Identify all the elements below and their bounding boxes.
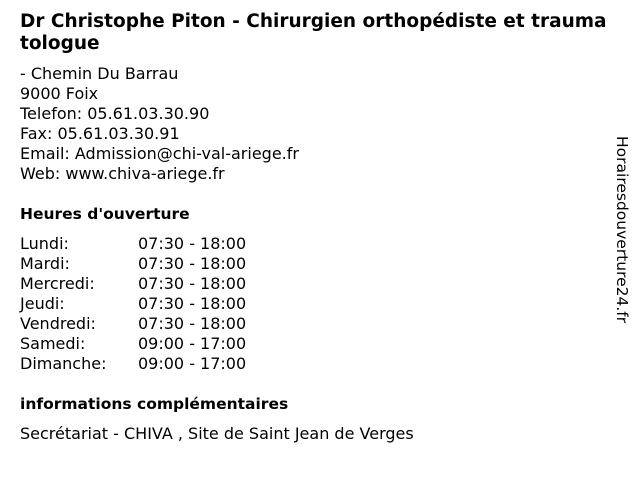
email-line: Email: Admission@chi-val-ariege.fr — [20, 144, 299, 163]
additional-info-heading: informations complémentaires — [20, 395, 289, 413]
additional-info-text: Secrétariat - CHIVA , Site de Saint Jean de Verges — [20, 424, 414, 443]
hours-time: 07:30 - 18:00 — [138, 274, 247, 293]
address-line: - Chemin Du Barrau — [20, 64, 179, 83]
hours-day: Mercredi: — [20, 274, 95, 293]
page-title: Dr Christophe Piton - Chirurgien orthopédiste et traumatologue — [20, 11, 607, 54]
hours-day: Dimanche: — [20, 354, 107, 373]
hours-time: 09:00 - 17:00 — [138, 354, 247, 373]
hours-day: Mardi: — [20, 254, 70, 273]
hours-time: 07:30 - 18:00 — [138, 234, 247, 253]
hours-time: 07:30 - 18:00 — [138, 294, 247, 313]
fax-line: Fax: 05.61.03.30.91 — [20, 124, 180, 143]
hours-day: Lundi: — [20, 234, 69, 253]
hours-time: 07:30 - 18:00 — [138, 314, 247, 333]
hours-day: Jeudi: — [20, 294, 65, 313]
site-watermark: Horairesdouverture24.fr — [613, 136, 631, 324]
opening-hours-heading: Heures d'ouverture — [20, 205, 190, 223]
contact-block — [20, 64, 299, 184]
hours-time: 07:30 - 18:00 — [138, 254, 247, 273]
hours-day: Samedi: — [20, 334, 86, 353]
phone-line: Telefon: 05.61.03.30.90 — [20, 104, 210, 123]
hours-time: 09:00 - 17:00 — [138, 334, 247, 353]
city-line: 9000 Foix — [20, 84, 99, 103]
web-line: Web: www.chiva-ariege.fr — [20, 164, 225, 183]
hours-day: Vendredi: — [20, 314, 96, 333]
